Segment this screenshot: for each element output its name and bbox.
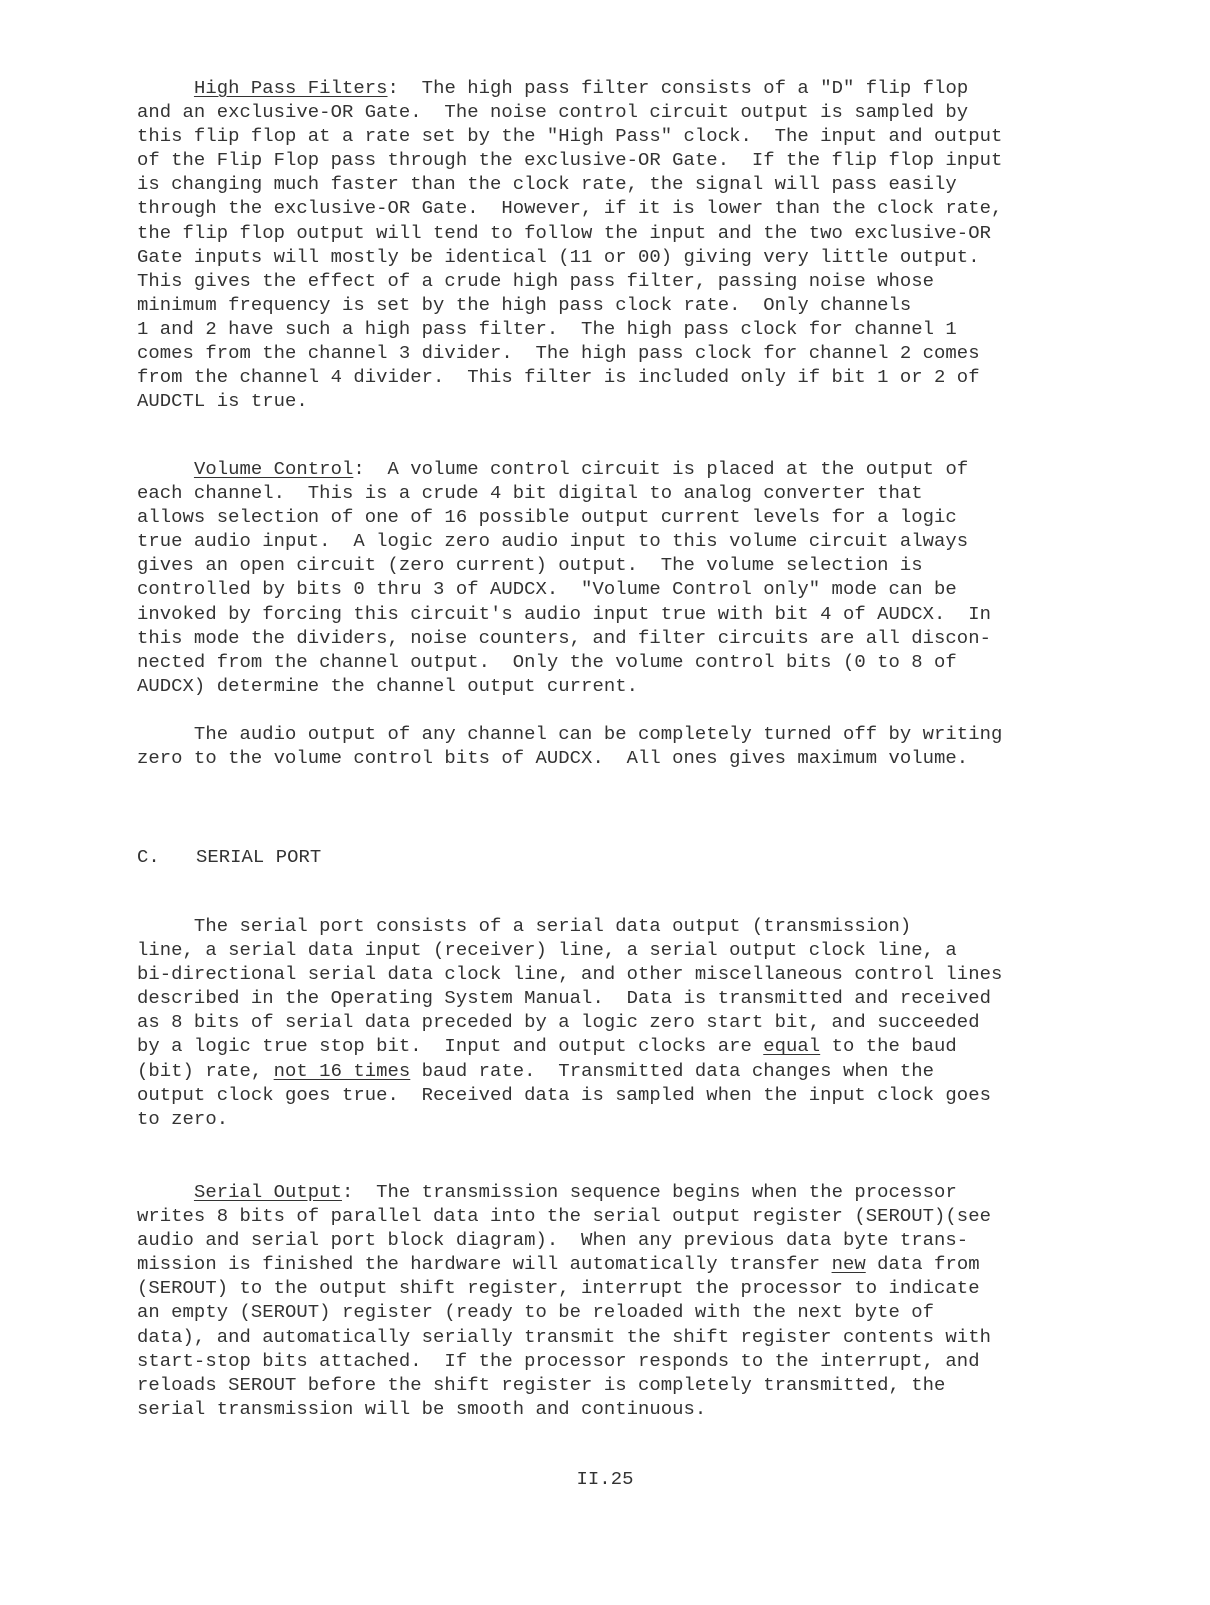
text-line: from the channel 4 divider. This filter is included only if bit 1 or 2 of [137, 366, 980, 389]
text-line: bi-directional serial data clock line, and other miscellaneous control lines [137, 963, 1003, 986]
serial-output-first-line: Serial Output: The transmission sequence begins when the processor [193, 1181, 957, 1203]
section-letter: C. [137, 846, 160, 868]
text-line: as 8 bits of serial data preceded by a logic zero start bit, and succeeded [137, 1011, 980, 1034]
high-pass-first-line: High Pass Filters: The high pass filter consists of a "D" flip flop [193, 77, 969, 99]
section-title: SERIAL PORT [196, 846, 322, 868]
text-line: minimum frequency is set by the high pass clock rate. Only channels [137, 293, 912, 316]
text-line: to zero. [137, 1107, 229, 1130]
page-number: II.25 [576, 1468, 634, 1490]
serial-output-heading: Serial Output [193, 1181, 342, 1203]
text-line: through the exclusive-OR Gate. However, if it is lower than the clock rate, [137, 197, 1003, 220]
serial-output-paragraph [137, 1180, 1197, 1421]
text-line: this flip flop at a rate set by the "High Pass" clock. The input and output [137, 125, 1003, 148]
text-line: and an exclusive-OR Gate. The noise control circuit output is sampled by [137, 101, 969, 124]
text-line: each channel. This is a crude 4 bit digital to analog converter that [137, 482, 923, 505]
text-line: line, a serial data input (receiver) line, a serial output clock line, a [137, 939, 957, 962]
text-line: AUDCX) determine the channel output current. [137, 674, 638, 697]
underlined-not-16-times: not 16 times [273, 1059, 411, 1082]
text-line: described in the Operating System Manual. Data is transmitted and received [137, 987, 991, 1010]
text-line: the flip flop output will tend to follow the input and the two exclusive-OR [137, 221, 991, 244]
text-line: reloads SEROUT before the shift register is completely transmitted, the [137, 1373, 946, 1396]
text-line: zero to the volume control bits of AUDCX. All ones gives maximum volume. [137, 747, 969, 770]
underlined-new: new [831, 1253, 866, 1276]
text-line: AUDCTL is true. [137, 390, 308, 413]
volume-control-first-line: Volume Control: A volume control circuit is placed at the output of [193, 458, 969, 480]
text-line: The audio output of any channel can be completely turned off by writing [137, 723, 1003, 745]
text-line: nected from the channel output. Only the volume control bits (0 to 8 of [137, 650, 957, 673]
text-line: This gives the effect of a crude high pass filter, passing noise whose [137, 269, 935, 292]
volume-control-heading: Volume Control [193, 458, 354, 480]
text-line: controlled by bits 0 thru 3 of AUDCX. "Volume Control only" mode can be [137, 578, 957, 601]
text-line: is changing much faster than the clock rate, the signal will pass easily [137, 173, 957, 196]
underlined-equal: equal [763, 1035, 821, 1058]
text-line: true audio input. A logic zero audio input to this volume circuit always [137, 530, 969, 553]
text-line: audio and serial port block diagram). When any previous data byte trans- [137, 1229, 969, 1252]
text-line: writes 8 bits of parallel data into the serial output register (SEROUT)(see [137, 1205, 991, 1228]
text-line: mission is finished the hardware will automatically transfer new data from [137, 1253, 980, 1276]
text-line: invoked by forcing this circuit's audio input true with bit 4 of AUDCX. In [137, 602, 991, 625]
text-line: allows selection of one of 16 possible output current levels for a logic [137, 506, 957, 529]
text-line: by a logic true stop bit. Input and output clocks are equal to the baud [137, 1035, 957, 1058]
high-pass-filters-paragraph [137, 76, 1197, 413]
text-line: an empty (SEROUT) register (ready to be reloaded with the next byte of [137, 1301, 935, 1324]
text-line: start-stop bits attached. If the processor responds to the interrupt, and [137, 1349, 980, 1372]
volume-control-paragraph [137, 457, 1197, 698]
text-line: output clock goes true. Received data is sampled when the input clock goes [137, 1083, 991, 1106]
text-line: serial transmission will be smooth and continuous. [137, 1397, 707, 1420]
serial-port-paragraph [137, 914, 1197, 1131]
text-line: data), and automatically serially transmit the shift register contents with [137, 1325, 991, 1348]
text-line: The serial port consists of a serial data output (transmission) [137, 915, 912, 937]
text-line: 1 and 2 have such a high pass filter. The high pass clock for channel 1 [137, 317, 957, 340]
high-pass-filters-heading: High Pass Filters [193, 77, 388, 99]
text-line: of the Flip Flop pass through the exclusive-OR Gate. If the flip flop input [137, 149, 1003, 172]
text-line: (SEROUT) to the output shift register, interrupt the processor to indicate [137, 1277, 980, 1300]
text-line: (bit) rate, not 16 times baud rate. Transmitted data changes when the [137, 1059, 935, 1082]
text-line: Gate inputs will mostly be identical (11 or 00) giving very little output. [137, 245, 980, 268]
text-line: this mode the dividers, noise counters, and filter circuits are all discon- [137, 626, 991, 649]
audio-off-paragraph [137, 722, 1197, 770]
text-line: gives an open circuit (zero current) output. The volume selection is [137, 554, 923, 577]
text-line: comes from the channel 3 divider. The high pass clock for channel 2 comes [137, 342, 980, 365]
section-heading [137, 845, 321, 869]
